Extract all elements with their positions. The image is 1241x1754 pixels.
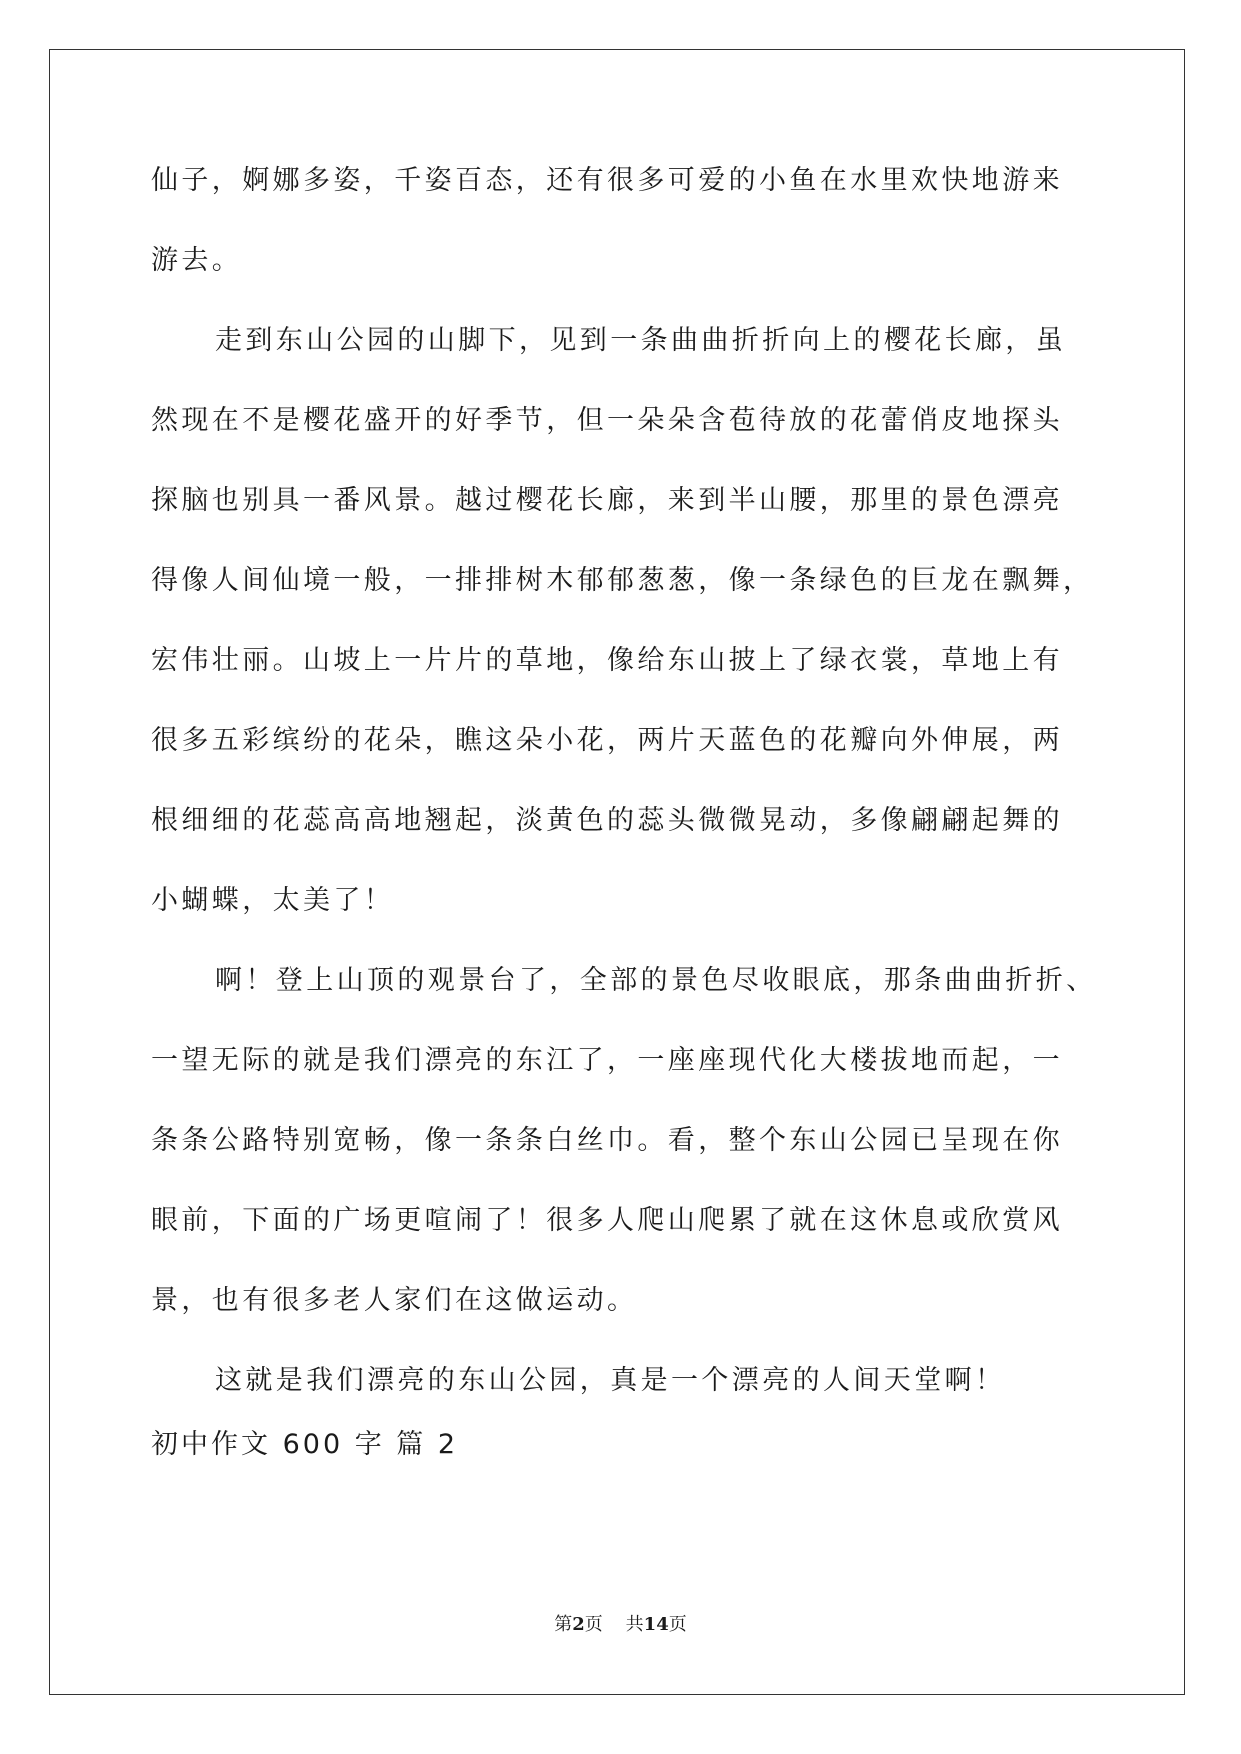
text-line: 景，也有很多老人家们在这做运动。 <box>151 1285 638 1316</box>
total-pages-number: 14 <box>643 1614 669 1635</box>
paragraph-start-line: 这就是我们漂亮的东山公园，真是一个漂亮的人间天堂啊！ <box>215 1365 1006 1396</box>
text-line: 眼前，下面的广场更喧闹了！很多人爬山爬累了就在这休息或欣赏风 <box>151 1205 1063 1236</box>
text-line: 宏伟壮丽。山坡上一片片的草地，像给东山披上了绿衣裳，草地上有 <box>151 645 1063 676</box>
current-page-number: 2 <box>572 1614 585 1635</box>
text-line: 条条公路特别宽畅，像一条条白丝巾。看，整个东山公园已呈现在你 <box>151 1125 1063 1156</box>
text-line: 得像人间仙境一般，一排排树木郁郁葱葱，像一条绿色的巨龙在飘舞， <box>151 565 1094 596</box>
document-body <box>151 161 1097 1483</box>
paragraph-start-line: 走到东山公园的山脚下，见到一条曲曲折折向上的樱花长廊，虽 <box>215 325 1067 356</box>
text-line: 一望无际的就是我们漂亮的东江了，一座座现代化大楼拔地而起，一 <box>151 1045 1063 1076</box>
footer-prefix: 第 <box>554 1614 573 1635</box>
text-line: 根细细的花蕊高高地翘起，淡黄色的蕊头微微晃动，多像翩翩起舞的 <box>151 805 1063 836</box>
page-footer <box>0 1613 1241 1637</box>
text-line: 仙子，婀娜多姿，千姿百态，还有很多可爱的小鱼在水里欢快地游来 <box>151 165 1063 196</box>
text-line: 然现在不是樱花盛开的好季节，但一朵朵含苞待放的花蕾俏皮地探头 <box>151 405 1063 436</box>
footer-total-prefix: 共 <box>625 1614 644 1635</box>
text-line: 小蝴蝶，太美了！ <box>151 885 395 916</box>
text-line: 游去。 <box>151 245 243 276</box>
text-line: 很多五彩缤纷的花朵，瞧这朵小花，两片天蓝色的花瓣向外伸展，两 <box>151 725 1063 756</box>
text-line: 探脑也别具一番风景。越过樱花长廊，来到半山腰，那里的景色漂亮 <box>151 485 1063 516</box>
paragraph-start-line: 啊！登上山顶的观景台了，全部的景色尽收眼底，那条曲曲折折、 <box>215 965 1097 996</box>
footer-page-unit: 页 <box>584 1614 603 1635</box>
footer-total-unit: 页 <box>668 1614 687 1635</box>
section-heading: 初中作文 600 字 篇 2 <box>151 1429 459 1460</box>
